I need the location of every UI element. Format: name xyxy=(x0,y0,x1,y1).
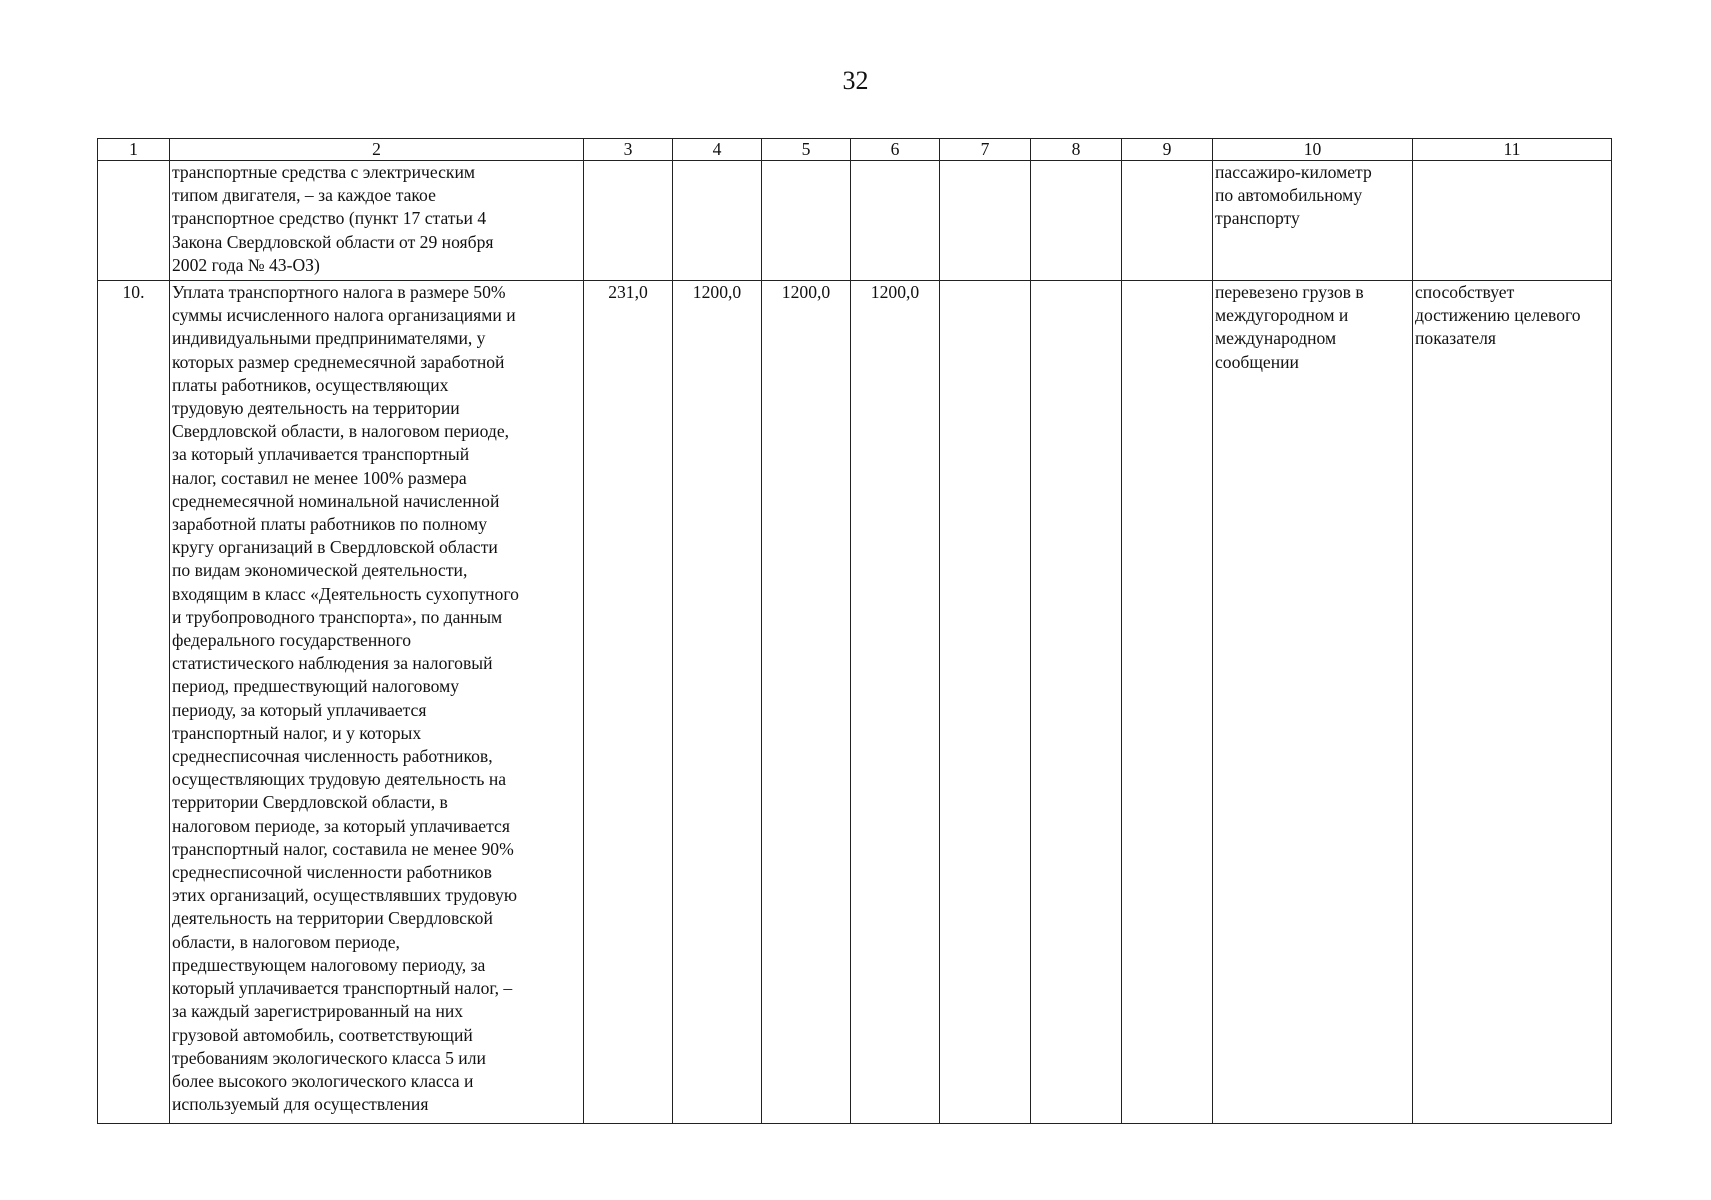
value-cell-col8 xyxy=(1031,161,1122,281)
indicator-line: сообщении xyxy=(1215,351,1299,372)
description-line: среднесписочная численность работников, xyxy=(172,746,493,767)
description-line: трудовую деятельность на территории xyxy=(172,398,460,419)
description-line: который уплачивается транспортный налог, – xyxy=(172,978,513,999)
description-line: транспортные средства с электрическим xyxy=(172,162,476,182)
description-cell xyxy=(170,281,584,1124)
description-line: и трубопроводного транспорта», по данным xyxy=(172,606,503,627)
value-cell-col3: 231,0 xyxy=(584,281,673,1124)
value-cell-col4 xyxy=(673,161,762,281)
assessment-cell xyxy=(1413,161,1612,281)
value-cell-col9 xyxy=(1122,161,1213,281)
indicator-line: перевезено грузов в xyxy=(1215,282,1364,302)
assessment-line: показателя xyxy=(1415,328,1496,349)
description-line: период, предшествующий налоговому xyxy=(172,676,460,697)
value-cell-col5 xyxy=(762,161,851,281)
page-number: 32 xyxy=(842,66,869,95)
value-cell-col6 xyxy=(851,161,940,281)
description-line: 2002 года № 43-ОЗ) xyxy=(172,254,320,275)
table-row xyxy=(98,281,1612,1124)
column-header: 10 xyxy=(1213,139,1413,161)
description-line: суммы исчисленного налога организациями и xyxy=(172,305,516,326)
table-header-row xyxy=(98,139,1612,161)
column-header: 8 xyxy=(1031,139,1122,161)
description-line: более высокого экологического класса и xyxy=(172,1070,474,1091)
value-cell-col7 xyxy=(940,281,1031,1124)
description-line: среднесписочной численности работников xyxy=(172,862,492,883)
description-line: типом двигателя, – за каждое такое xyxy=(172,185,436,206)
column-header: 4 xyxy=(673,139,762,161)
column-header: 3 xyxy=(584,139,673,161)
description-line: этих организаций, осуществлявших трудовую xyxy=(172,885,517,906)
assessment-line: способствует xyxy=(1415,282,1515,302)
column-header: 6 xyxy=(851,139,940,161)
description-line: периоду, за который уплачивается xyxy=(172,699,427,720)
indicator-cell xyxy=(1213,281,1413,1124)
description-line: кругу организаций в Свердловской области xyxy=(172,537,498,558)
description-line: федерального государственного xyxy=(172,630,412,651)
column-header: 7 xyxy=(940,139,1031,161)
assessment-cell xyxy=(1413,281,1612,1124)
column-header: 11 xyxy=(1413,139,1612,161)
description-line: предшествующем налоговому периоду, за xyxy=(172,954,486,975)
description-line: деятельность на территории Свердловской xyxy=(172,908,493,929)
row-number-cell xyxy=(98,161,170,281)
description-line: заработной платы работников по полному xyxy=(172,514,488,535)
description-line: налоговом периоде, за который уплачивается xyxy=(172,815,510,836)
description-line: используемый для осуществления xyxy=(172,1094,429,1115)
column-header: 1 xyxy=(98,139,170,161)
description-line: области, в налоговом периоде, xyxy=(172,931,400,952)
indicator-line: пассажиро-километр xyxy=(1215,162,1372,182)
description-line: территории Свердловской области, в xyxy=(172,792,448,813)
description-line: Закона Свердловской области от 29 ноября xyxy=(172,231,494,252)
description-line: транспортный налог, и у которых xyxy=(172,722,422,743)
indicator-cell xyxy=(1213,161,1413,281)
description-line: транспортное средство (пункт 17 статьи 4 xyxy=(172,208,487,229)
description-line: транспортный налог, составила не менее 90% xyxy=(172,838,514,859)
data-table xyxy=(97,138,1612,1124)
indicator-line: транспорту xyxy=(1215,208,1300,229)
description-line: статистического наблюдения за налоговый xyxy=(172,653,493,674)
description-line: которых размер среднемесячной заработной xyxy=(172,351,505,372)
value-cell-col5: 1200,0 xyxy=(762,281,851,1124)
description-line: Уплата транспортного налога в размере 50% xyxy=(172,282,506,302)
value-cell-col8 xyxy=(1031,281,1122,1124)
description-cell xyxy=(170,161,584,281)
description-line: грузовой автомобиль, соответствующий xyxy=(172,1024,473,1045)
value-cell-col9 xyxy=(1122,281,1213,1124)
value-cell-col6: 1200,0 xyxy=(851,281,940,1124)
description-line: по видам экономической деятельности, xyxy=(172,560,468,581)
value-cell-col7 xyxy=(940,161,1031,281)
description-line: осуществляющих трудовую деятельность на xyxy=(172,769,507,790)
description-line: платы работников, осуществляющих xyxy=(172,374,449,395)
indicator-line: по автомобильному xyxy=(1215,185,1363,206)
description-line: за который уплачивается транспортный xyxy=(172,444,470,465)
indicator-line: международном xyxy=(1215,328,1337,349)
column-header: 2 xyxy=(170,139,584,161)
table-row xyxy=(98,161,1612,281)
description-line: Свердловской области, в налоговом периоде, xyxy=(172,421,510,442)
description-line: за каждый зарегистрированный на них xyxy=(172,1001,464,1022)
assessment-line: достижению целевого xyxy=(1415,305,1581,326)
description-line: среднемесячной номинальной начисленной xyxy=(172,490,500,511)
description-line: налог, составил не менее 100% размера xyxy=(172,467,467,488)
column-header: 9 xyxy=(1122,139,1213,161)
row-number-cell: 10. xyxy=(98,281,170,1124)
description-line: индивидуальными предпринимателями, у xyxy=(172,328,486,349)
value-cell-col3 xyxy=(584,161,673,281)
indicator-line: междугородном и xyxy=(1215,305,1349,326)
description-line: требованиям экологического класса 5 или xyxy=(172,1047,486,1068)
column-header: 5 xyxy=(762,139,851,161)
description-line: входящим в класс «Деятельность сухопутного xyxy=(172,583,519,604)
value-cell-col4: 1200,0 xyxy=(673,281,762,1124)
